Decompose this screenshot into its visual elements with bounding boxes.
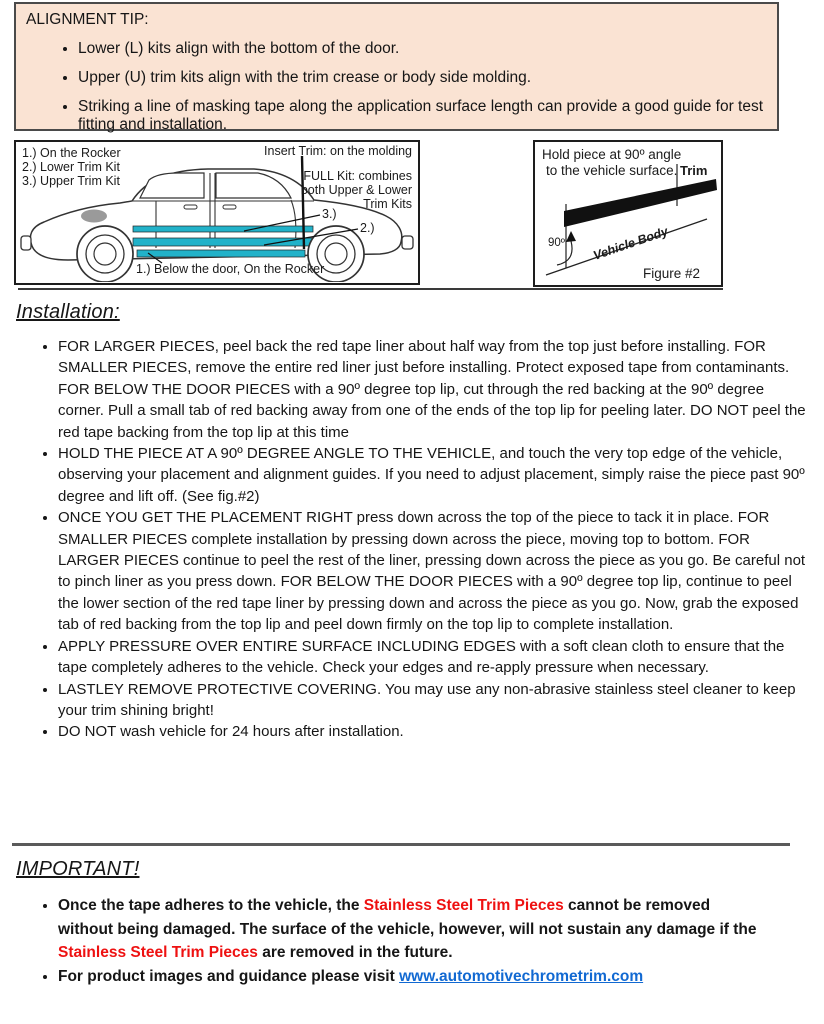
arc-arrowhead xyxy=(566,231,576,242)
legend-line-1: 1.) On the Rocker xyxy=(22,146,121,160)
fender-emblem xyxy=(81,210,107,223)
figure2-label: Figure #2 xyxy=(643,266,701,281)
tip-bullet: • Lower (L) kits align with the bottom of the door. xyxy=(78,40,777,58)
important-heading: IMPORTANT! xyxy=(16,858,140,880)
full-kit-line-2: both Upper & Lower xyxy=(300,183,412,197)
figure2-caption-line2: to the vehicle surface. xyxy=(546,163,678,178)
rear-wheel-hub xyxy=(325,243,347,265)
tip-bullet: • Upper (U) trim kits align with the trim crease or body side molding. xyxy=(78,69,777,87)
section-divider-rule xyxy=(12,843,790,846)
installation-list xyxy=(24,336,810,743)
installation-step: • ONCE YOU GET THE PLACEMENT RIGHT press down across the top of the piece to tack it in place. FOR SMALLER PIECES complete installation by pressing down across the piece, moving top to bottom. FOR LARGER PIECES continue to peel the rest of the liner, pressing down across the piece as you go. Be careful not to pinch liner as you press down. FOR BELOW THE DOOR PIECES with a 90º degree top lip, continue to peel the lower section of the red tape liner by pressing down and across the piece as you go. Now, grab the exposed tab of red backing from the top lip and peel down firmly on the top lip to complete installation. xyxy=(58,507,810,635)
alignment-tip-list xyxy=(16,40,777,134)
important-list xyxy=(24,894,764,988)
important-note xyxy=(58,965,764,989)
front-window xyxy=(140,173,204,198)
rocker-trim-stripe xyxy=(137,250,305,257)
front-bumper xyxy=(21,236,31,250)
full-kit-line-1: FULL Kit: combines xyxy=(303,169,412,183)
installation-heading: Installation: xyxy=(16,301,120,323)
important-text: are removed in the future. xyxy=(257,944,453,961)
upper-trim-stripe xyxy=(133,226,313,232)
car-diagram-svg xyxy=(16,142,417,282)
vehicle-body-label: Vehicle Body xyxy=(591,224,670,263)
car-trim-diagram xyxy=(14,140,420,285)
legend-line-2: 2.) Lower Trim Kit xyxy=(22,160,120,174)
tip-bullet: • Striking a line of masking tape along the application surface length can provide a good guide for test fitting and installation. xyxy=(78,98,777,134)
trim-label: Trim xyxy=(680,163,708,178)
callout-1-label: 1.) Below the door, On the Rocker xyxy=(136,262,325,276)
rear-bumper xyxy=(402,236,413,249)
installation-step: • DO NOT wash vehicle for 24 hours after installation. xyxy=(58,721,810,742)
important-text: cannot be removed without being damaged. The surface of the vehicle, however, will not sustain any damage if the xyxy=(58,897,757,938)
callout-2-label: 2.) xyxy=(360,221,375,235)
website-link[interactable]: www.automotivechrometrim.com xyxy=(399,967,644,985)
installation-step: • FOR LARGER PIECES, peel back the red tape liner about half way from the top just before installing. FOR SMALLER PIECES, remove the entire red liner just before installing. Protect exposed tape from contaminants. FOR BELOW THE DOOR PIECES with a 90º degree top lip, cut through the red backing at the 90º degree corner. Pull a small tab of red backing away from one of the ends of the top lip for peeling later. DO NOT peel the red tape backing from the top lip at this time xyxy=(58,336,810,443)
insert-trim-label: Insert Trim: on the molding xyxy=(264,144,412,158)
installation-step: • LASTLEY REMOVE PROTECTIVE COVERING. You may use any non-abrasive stainless steel cleaner to keep your trim shining bright! xyxy=(58,679,810,722)
front-wheel-hub xyxy=(94,243,116,265)
installation-step: • HOLD THE PIECE AT A 90º DEGREE ANGLE TO THE VEHICLE, and touch the very top edge of the vehicle, observing your placement and alignment guides. If you need to adjust placement, simply raise the piece past 90º degree and lift off. (See fig.#2) xyxy=(58,443,810,507)
alignment-tip-title: ALIGNMENT TIP: xyxy=(26,11,149,28)
figures-underline xyxy=(18,288,723,290)
important-note xyxy=(58,894,764,965)
stainless-steel-highlight: Stainless Steel Trim Pieces xyxy=(363,897,564,914)
full-kit-line-3: Trim Kits xyxy=(363,197,412,211)
stainless-steel-highlight: Stainless Steel Trim Pieces xyxy=(58,944,258,961)
door-handle xyxy=(223,205,236,209)
angle-label: 90º xyxy=(548,237,565,249)
important-text: Once the tape adheres to the vehicle, the xyxy=(58,897,364,914)
figure-2-angle-diagram xyxy=(533,140,723,287)
installation-step: • APPLY PRESSURE OVER ENTIRE SURFACE INCLUDING EDGES with a soft clean cloth to ensure that the tape completely adheres to the vehicle. Check your edges and re-apply pressure when necessary. xyxy=(58,636,810,679)
alignment-tip-box xyxy=(14,2,779,131)
figure2-svg xyxy=(535,142,721,285)
lower-trim-stripe xyxy=(133,238,313,246)
figure2-caption-line1: Hold piece at 90º angle xyxy=(542,147,682,162)
callout-3-label: 3.) xyxy=(322,207,337,221)
trim-piece-shape xyxy=(564,179,717,227)
legend-line-3: 3.) Upper Trim Kit xyxy=(22,174,120,188)
important-text: For product images and guidance please visit xyxy=(58,967,400,985)
door-handle xyxy=(184,205,197,209)
